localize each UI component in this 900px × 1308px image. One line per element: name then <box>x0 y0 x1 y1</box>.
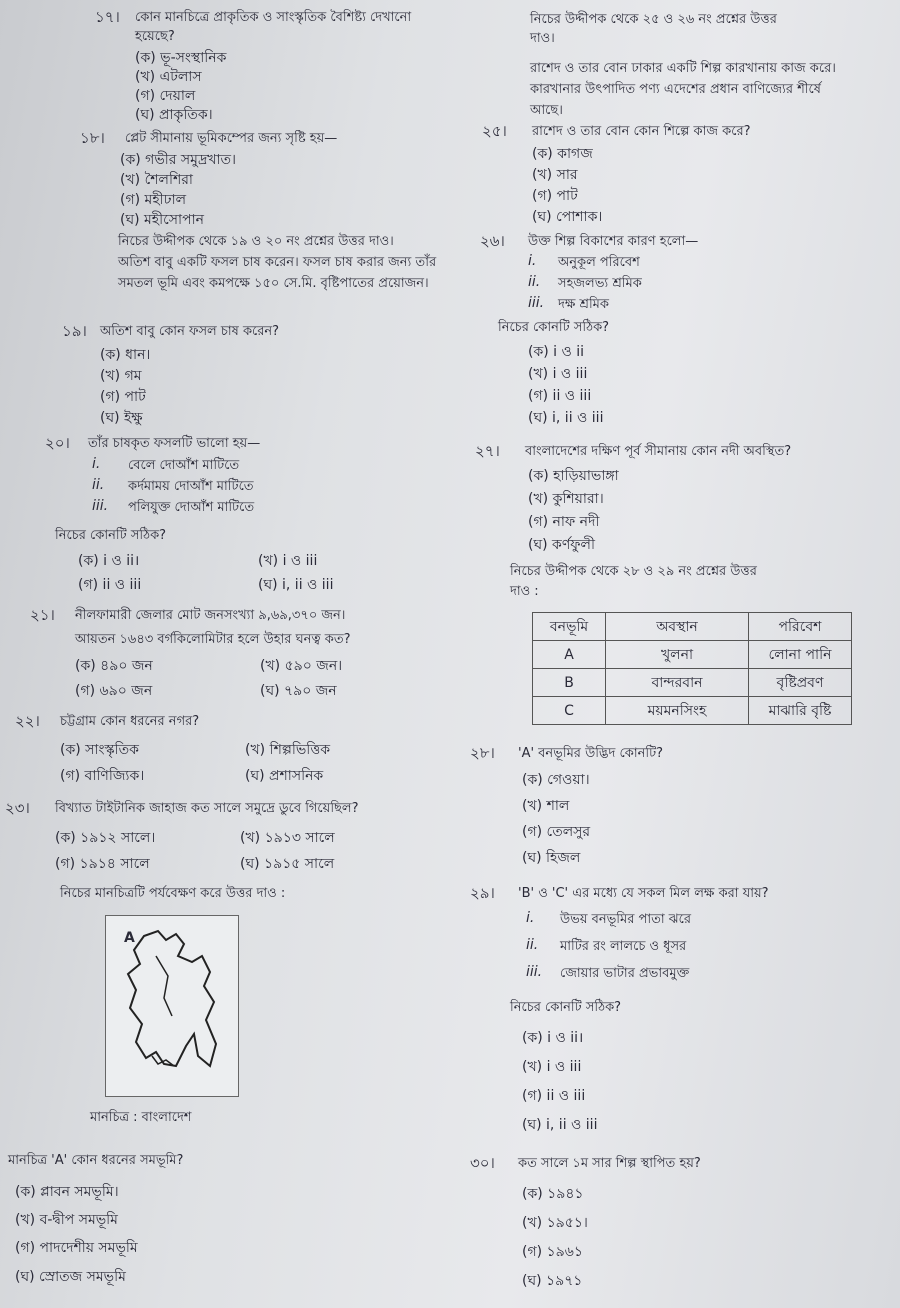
map-caption: মানচিত্র : বাংলাদেশ <box>90 1110 192 1125</box>
table-header: পরিবেশ <box>749 613 852 641</box>
option-ga: (গ) ১৯১৪ সালে <box>55 856 150 872</box>
question-text: কোন মানচিত্রে প্রাকৃতিক ও সাংস্কৃতিক বৈশিষ্ট্য দেখানো <box>135 10 412 25</box>
item-i-label: i. <box>528 253 537 269</box>
item-iii-text: জোয়ার ভাটার প্রভাবমুক্ত <box>560 966 690 981</box>
option-ka: (ক) গেওয়া। <box>522 772 590 788</box>
item-iii-text: দক্ষ শ্রমিক <box>558 297 609 312</box>
table-cell: A <box>533 641 606 669</box>
table-row <box>533 697 852 725</box>
option-gha: (ঘ) কর্ণফুলী <box>528 537 595 553</box>
table-header-row <box>533 613 852 641</box>
option-ka: (ক) ধান। <box>100 347 151 363</box>
option-gha: (ঘ) i, ii ও iii <box>528 410 604 426</box>
question-number: ১৮। <box>80 129 105 147</box>
option-kha: (খ) গম <box>100 368 142 384</box>
option-gha: (ঘ) হিজল <box>522 850 581 866</box>
item-i-text: উভয় বনভূমির পাতা ঝরে <box>560 912 691 927</box>
table-cell: বান্দরবান <box>606 669 749 697</box>
item-iii-label: iii. <box>526 964 543 980</box>
table-row <box>533 641 852 669</box>
table-cell: বৃষ্টিপ্রবণ <box>749 669 852 697</box>
option-ka: (ক) ভূ-সংস্থানিক <box>135 50 227 66</box>
option-gha: (ঘ) প্রশাসনিক <box>245 768 324 784</box>
option-kha: (খ) i ও iii <box>522 1059 582 1075</box>
option-ka: (ক) গভীর সমুদ্রখাত। <box>120 152 237 168</box>
option-gha: (ঘ) i, ii ও iii <box>258 577 334 593</box>
item-iii-text: পলিযুক্ত দোআঁশ মাটিতে <box>128 500 255 515</box>
stimulus-lead-cont: দাও। <box>530 31 555 46</box>
option-ka: (ক) কাগজ <box>532 146 593 162</box>
question-text: মানচিত্র 'A' কোন ধরনের সমভূমি? <box>8 1153 184 1168</box>
option-ka: (ক) প্লাবন সমভূমি। <box>15 1184 119 1200</box>
stimulus-paragraph: অতিশ বাবু একটি ফসল চাষ করেন। ফসল চাষ করার জন্য তাঁর সমতল ভূমি এবং কমপক্ষে ১৫০ সে.মি. বৃষ্টিপাতের প্রয়োজন। <box>118 255 437 291</box>
item-i-text: বেলে দোআঁশ মাটিতে <box>128 458 240 473</box>
table-cell: লোনা পানি <box>749 641 852 669</box>
item-iii-label: iii. <box>528 295 545 311</box>
option-kha: (খ) এটলাস <box>135 69 202 85</box>
option-gha: (ঘ) ৭৯০ জন <box>260 683 337 699</box>
option-kha: (খ) কুশিয়ারা। <box>528 491 604 507</box>
item-ii-label: ii. <box>528 274 541 290</box>
map-marker-a: A <box>124 930 135 946</box>
option-ka: (ক) ১৯১২ সালে। <box>55 830 156 846</box>
option-kha: (খ) সার <box>532 167 578 183</box>
item-i-label: i. <box>92 456 101 472</box>
option-gha: (ঘ) i, ii ও iii <box>522 1117 598 1133</box>
option-kha: (খ) ৫৯০ জন। <box>260 658 343 674</box>
table-cell: খুলনা <box>606 641 749 669</box>
bangladesh-map-figure <box>105 915 239 1097</box>
which-correct: নিচের কোনটি সঠিক? <box>498 320 610 335</box>
option-ka: (ক) i ও ii <box>528 344 585 360</box>
table-cell: মাঝারি বৃষ্টি <box>749 697 852 725</box>
option-kha: (খ) শৈলশিরা <box>120 172 193 188</box>
option-kha: (খ) ব-দ্বীপ সমভূমি <box>15 1212 118 1228</box>
table-cell: C <box>533 697 606 725</box>
option-kha: (খ) ১৯৫১। <box>522 1215 588 1231</box>
option-gha: (ঘ) ইক্ষু <box>100 410 143 426</box>
question-text: বাংলাদেশের দক্ষিণ পূর্ব সীমানায় কোন নদী অবস্থিত? <box>525 444 792 459</box>
which-correct: নিচের কোনটি সঠিক? <box>55 528 167 543</box>
option-gha: (ঘ) পোশাক। <box>532 209 603 225</box>
stimulus-lead: নিচের উদ্দীপক থেকে ২৮ ও ২৯ নং প্রশ্নের উত্তর <box>510 564 757 579</box>
which-correct: নিচের কোনটি সঠিক? <box>510 1000 622 1015</box>
question-text-cont: আয়তন ১৬৪৩ বর্গকিলোমিটার হলে উহার ঘনত্ব কত? <box>75 632 351 647</box>
option-gha: (ঘ) ১৯৭১ <box>522 1273 583 1289</box>
stimulus-lead-cont: দাও : <box>510 584 539 599</box>
option-ga: (গ) দেয়াল <box>135 88 196 104</box>
question-text: তাঁর চাষকৃত ফসলটি ভালো হয়— <box>88 436 261 451</box>
option-gha: (ঘ) স্রোতজ সমভূমি <box>15 1269 126 1285</box>
table-cell: B <box>533 669 606 697</box>
question-text: কত সালে ১ম সার শিল্প স্থাপিত হয়? <box>518 1156 701 1171</box>
option-ga: (গ) নাফ নদী <box>528 514 600 530</box>
item-ii-text: কর্দমাময় দোআঁশ মাটিতে <box>128 479 254 494</box>
item-ii-text: সহজলভ্য শ্রমিক <box>558 276 642 291</box>
question-text: 'B' ও 'C' এর মধ্যে যে সকল মিল লক্ষ করা যায়? <box>518 886 769 901</box>
question-number: ১৭। <box>95 8 120 26</box>
item-iii-label: iii. <box>92 498 109 514</box>
question-number: ২৯। <box>470 884 495 902</box>
option-ga: (গ) ii ও iii <box>78 577 142 593</box>
option-kha: (খ) i ও iii <box>258 553 318 569</box>
item-i-label: i. <box>526 910 535 926</box>
question-number: ২২। <box>15 712 40 730</box>
stimulus-lead: নিচের উদ্দীপক থেকে ১৯ ও ২০ নং প্রশ্নের উত্তর দাও। <box>118 234 394 249</box>
table-row <box>533 669 852 697</box>
question-number: ২৩। <box>5 799 30 817</box>
option-gha: (ঘ) মহীসোপান <box>120 212 205 228</box>
question-number: ২০। <box>45 434 70 452</box>
question-number: ১৯। <box>62 322 87 340</box>
option-ga: (গ) ii ও iii <box>528 388 592 404</box>
question-number: ৩০। <box>470 1154 495 1172</box>
item-ii-label: ii. <box>526 937 539 953</box>
option-ga: (গ) ৬৯০ জন <box>75 683 153 699</box>
option-kha: (খ) শাল <box>522 798 570 814</box>
option-kha: (খ) শিল্পভিত্তিক <box>245 742 331 758</box>
question-text-cont: হয়েছে? <box>135 29 175 44</box>
stimulus-paragraph: রাশেদ ও তার বোন ঢাকার একটি শিল্প কারখানায় কাজ করে। কারখানার উৎপাদিত পণ্য এদেশের প্রধান বাণিজ্যের শীর্ষে আছে। <box>530 61 836 118</box>
question-number: ২৭। <box>475 442 500 460</box>
option-ka: (ক) ১৯৪১ <box>522 1186 584 1202</box>
question-text: রাশেদ ও তার বোন কোন শিল্পে কাজ করে? <box>532 124 751 139</box>
option-gha: (ঘ) প্রাকৃতিক। <box>135 107 213 123</box>
option-ga: (গ) পাট <box>532 188 578 204</box>
map-instruction: নিচের মানচিত্রটি পর্যবেক্ষণ করে উত্তর দাও : <box>60 886 286 901</box>
option-gha: (ঘ) ১৯১৫ সালে <box>240 856 335 872</box>
option-ka: (ক) i ও ii। <box>78 553 140 569</box>
option-ga: (গ) তেলসুর <box>522 824 591 840</box>
option-ka: (ক) সাংস্কৃতিক <box>60 742 139 758</box>
question-text: উক্ত শিল্প বিকাশের কারণ হলো— <box>528 234 699 249</box>
question-text: অতিশ বাবু কোন ফসল চাষ করেন? <box>100 324 280 339</box>
option-ga: (গ) পাট <box>100 389 146 405</box>
forest-table <box>532 612 852 725</box>
option-kha: (খ) ১৯১৩ সালে <box>240 830 335 846</box>
table-header: অবস্থান <box>606 613 749 641</box>
option-ga: (গ) বাণিজ্যিক। <box>60 768 145 784</box>
option-ka: (ক) ৪৯০ জন <box>75 658 153 674</box>
option-kha: (খ) i ও iii <box>528 366 588 382</box>
stimulus-lead: নিচের উদ্দীপক থেকে ২৫ ও ২৬ নং প্রশ্নের উত্তর <box>530 12 777 27</box>
option-ga: (গ) ii ও iii <box>522 1088 586 1104</box>
option-ka: (ক) i ও ii। <box>522 1030 584 1046</box>
question-text: 'A' বনভূমির উদ্ভিদ কোনটি? <box>518 746 664 761</box>
question-number: ২৬। <box>480 232 505 250</box>
question-text: নীলফামারী জেলার মোট জনসংখ্যা ৯,৬৯,৩৭০ জন। <box>75 608 346 623</box>
table-header: বনভূমি <box>533 613 606 641</box>
question-text: চট্টগ্রাম কোন ধরনের নগর? <box>60 714 200 729</box>
table-cell: ময়মনসিংহ <box>606 697 749 725</box>
option-ga: (গ) ১৯৬১ <box>522 1244 583 1260</box>
option-ga: (গ) মহীঢাল <box>120 192 187 208</box>
question-number: ২১। <box>30 606 55 624</box>
question-number: ২৫। <box>482 122 507 140</box>
question-text: প্লেট সীমানায় ভূমিকম্পের জন্য সৃষ্টি হয়— <box>125 131 338 146</box>
question-text: বিখ্যাত টাইটানিক জাহাজ কত সালে সমুদ্রে ডুবে গিয়েছিল? <box>55 801 359 816</box>
option-ga: (গ) পাদদেশীয় সমভূমি <box>15 1240 138 1256</box>
item-i-text: অনুকূল পরিবেশ <box>558 255 640 270</box>
option-ka: (ক) হাড়িয়াভাঙ্গা <box>528 468 619 484</box>
question-number: ২৮। <box>470 744 495 762</box>
item-ii-text: মাটির রং লালচে ও ধূসর <box>560 939 687 954</box>
item-ii-label: ii. <box>92 477 105 493</box>
